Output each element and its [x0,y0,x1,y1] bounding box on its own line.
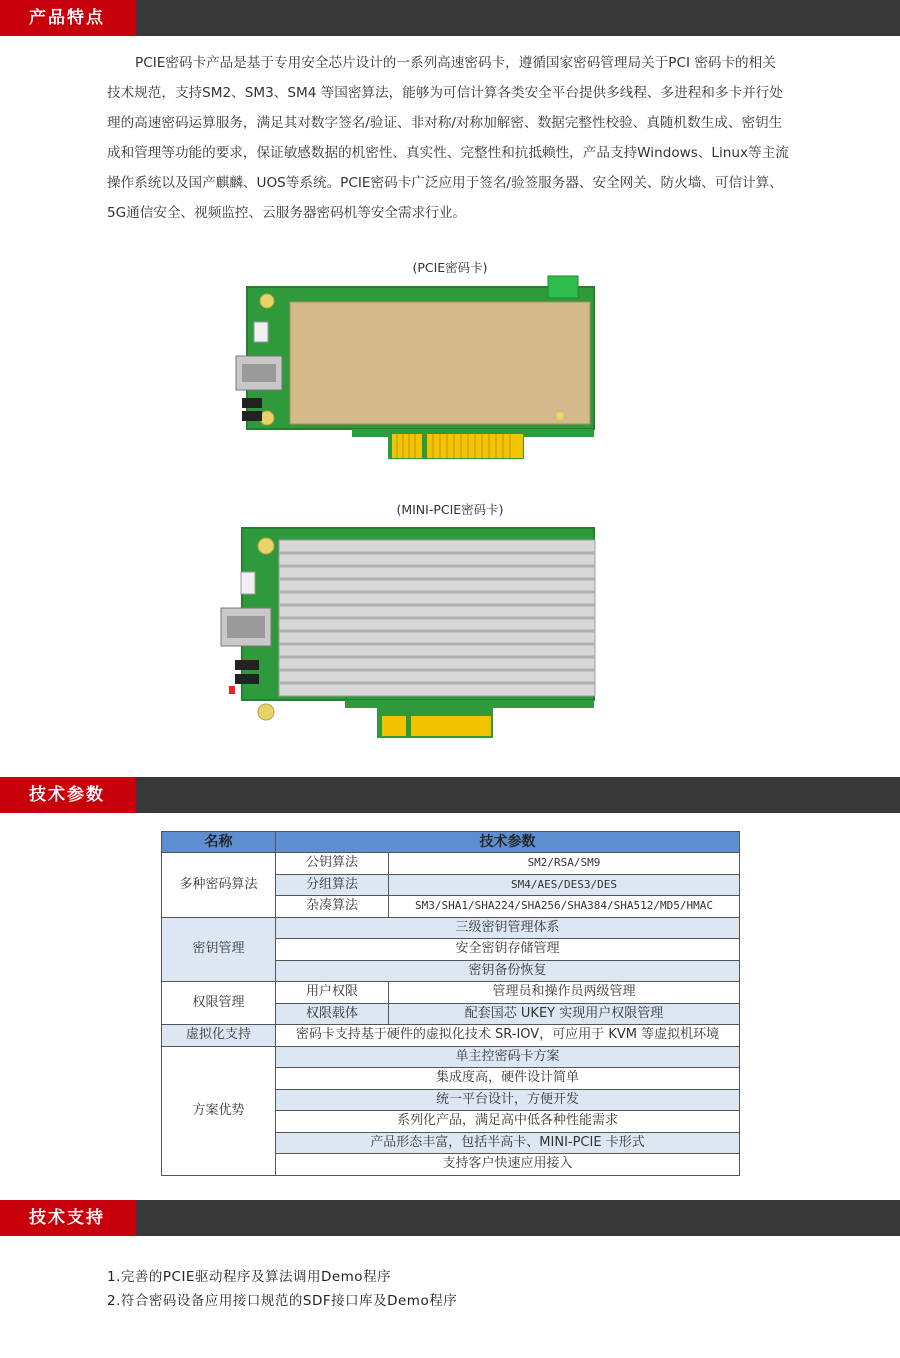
group-virt: 虚拟化支持 [162,1025,276,1047]
section-title-support: 技术支持 [0,1200,136,1236]
row-label: 公钥算法 [276,853,389,875]
row-value: SM3/SHA1/SHA224/SHA256/SHA384/SHA512/MD5/HMAC [389,896,740,918]
mini-pcie-card-caption: (MINI-PCIE密码卡) [396,502,504,517]
row-label: 分组算法 [276,874,389,896]
row-value: 产品形态丰富，包括半高卡、MINI-PCIE 卡形式 [276,1132,740,1154]
support-item: 2.符合密码设备应用接口规范的SDF接口库及Demo程序 [107,1293,458,1309]
row-value: 安全密钥存储管理 [276,939,740,961]
group-key: 密钥管理 [162,917,276,982]
row-value: 密码卡支持基于硬件的虚拟化技术 SR-IOV，可应用于 KVM 等虚拟机环境 [276,1025,740,1047]
group-algo: 多种密码算法 [162,853,276,918]
group-perm: 权限管理 [162,982,276,1025]
section-title-params: 技术参数 [0,777,136,813]
row-label: 用户权限 [276,982,389,1004]
intro-paragraph: PCIE密码卡产品是基于专用安全芯片设计的一系列高速密码卡，遵循国家密码管理局关于PCI 密码卡的相关技术规范，支持SM2、SM3、SM4 等国密算法，能够为可信计算各类安全平台提供多线程、多进程和多卡并行处理的高速密码运算服务，满足其对数字签名/验证、非对称/对称加解密、数据完整性校验、真随机数生成、密钥生成和管理等功能的要求，保证敏感数据的机密性、真实性、完整性和抗抵赖性，产品支持Windows、Linux等主流操作系统以及国产麒麟、UOS等系统。PCIE密码卡广泛应用于签名/验签服务器、安全网关、防火墙、可信计算、5G通信安全、视频监控、云服务器密码机等安全需求行业。 [107,55,789,221]
row-label: 杂凑算法 [276,896,389,918]
pcie-card-caption: (PCIE密码卡) [412,260,488,275]
group-adv: 方案优势 [162,1046,276,1175]
support-item: 1.完善的PCIE驱动程序及算法调用Demo程序 [107,1269,392,1285]
mini-pcie-card-image [217,522,597,738]
row-value: SM4/AES/DES3/DES [389,874,740,896]
row-value: 集成度高，硬件设计简单 [276,1068,740,1090]
table-header-name: 名称 [162,832,276,853]
section-header-support [0,1200,900,1236]
row-label: 权限载体 [276,1003,389,1025]
row-value: 密钥备份恢复 [276,960,740,982]
row-value: 管理员和操作员两级管理 [389,982,740,1004]
row-value: 支持客户快速应用接入 [276,1154,740,1176]
section-header-params [0,777,900,813]
row-value: 系列化产品，满足高中低各种性能需求 [276,1111,740,1133]
row-value: 统一平台设计，方便开发 [276,1089,740,1111]
support-list [107,1265,457,1313]
pcie-card-image [232,274,596,460]
section-title-features: 产品特点 [0,0,136,36]
table-header-params: 技术参数 [276,832,740,853]
section-header-features [0,0,900,36]
spec-table [161,831,740,1176]
row-value: 三级密钥管理体系 [276,917,740,939]
row-value: 单主控密码卡方案 [276,1046,740,1068]
row-value: SM2/RSA/SM9 [389,853,740,875]
row-value: 配套国芯 UKEY 实现用户权限管理 [389,1003,740,1025]
